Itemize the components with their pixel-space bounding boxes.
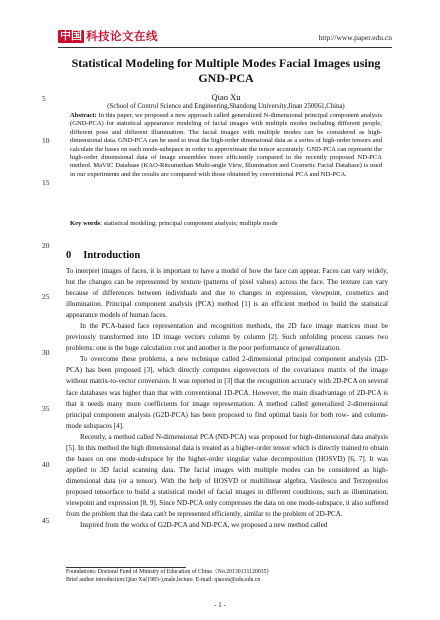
logo-mark: 中国	[60, 30, 82, 42]
line-number: 35	[42, 404, 50, 413]
footnote-divider	[66, 567, 186, 568]
paragraph: Inspired from the works of G2D-PCA and ND-PCA, we proposed a new method called	[80, 521, 328, 530]
page-header	[58, 28, 392, 48]
paper-title: Statistical Modeling for Multiple Modes Facial Images using GND-PCA	[71, 56, 381, 85]
logo-text: 科技论文在线	[86, 29, 158, 43]
section-heading	[66, 250, 140, 261]
footnote-author: Brief author introduction:Qiao Xu(1983-),male,lecture. E-mail: qiaoxu@sdu.edu.cn	[66, 576, 261, 583]
footnotes	[66, 569, 388, 584]
header-divider	[58, 47, 392, 48]
site-url[interactable]: http://www.paper.edu.cn	[318, 33, 392, 42]
line-number: 5	[42, 94, 46, 103]
paragraph: To interpret images of faces, it is important to have a model of how the face can appear. Faces can vary widely, but the changes can be represented by texture (patterns of pixel values) across the face. The texture can vary because of differences between individuals and due to changes in expression, viewpoint, cosmetics and illumination. Principal component analysis (PCA) method [1] is an efficient method to build the statistical appearance models of human faces.	[66, 267, 388, 320]
section-title: Introduction	[83, 250, 141, 261]
keywords-text: : statistical modeling; principal component analysis; multiple mode	[100, 220, 278, 227]
line-number: 10	[42, 136, 50, 145]
abstract	[70, 112, 382, 179]
page-number: - 1 -	[214, 601, 226, 609]
line-number: 40	[42, 460, 50, 469]
line-number: 45	[42, 516, 50, 525]
footnote-foundations: Foundations: Doctoral Fund of Ministry of Education of China（No.20130131120035)	[66, 569, 269, 575]
author-affiliation: (School of Control Science and Engineering,Shandong University,Jinan 250061,China)	[107, 103, 345, 110]
body-text	[66, 266, 388, 531]
keywords-label: Key words	[70, 220, 101, 227]
paragraph: To overcome these problems, a new technique called 2-dimensional principal component analysis (2D-PCA) has been proposed [3], which directly computes eigenvectors of the covariance matrix of the image without matrix-to-vector conversion. It was reported in [3] that the recognition accuracy with 2D-PCA on several face databases was higher than that with conventional 1D-PCA. However, the main disadvantage of 2D-PCA is that it needs many more coefficients for image representation. A method called generalized 2-dimensional principal component analysis (G2D-PCA) has been proposed to find optimal basis for both row- and column-mode subspaces [4].	[66, 355, 388, 430]
line-number: 25	[42, 292, 50, 301]
keywords	[70, 220, 382, 228]
abstract-text: In this paper, we proposed a new approach called generalized N-dimensional principal component analysis (GND-PCA) for statistical appearance modeling of facial images with multiple modes including different people, different pose and different illumination. The facial images with multiple modes can be considered as high-dimensional data. GND-PCA can be used to treat the high-order dimensional data as a series of high-order tensors and calculate the bases on each mode-subspace in order to approximate the tensor accurately. GND-PCA can represent the high-order dimensional data of image ensembles more efficiently compared to the recently proposed ND-PCA method. MaVIC Database (KAO-Ritsumeikan Multi-angle View, Illumination and Cosmetic Facial Database) is used in our experiments and the results are compared with those obtained by conventional PCA and ND-PCA.	[70, 112, 383, 178]
paragraph: In the PCA-based face representation and recognition methods, the 2D face image matrices must be previously transformed into 1D image vectors column by column [2]. Such unfolding process causes two problems: one is the huge calculation cost and another is the poor performance of generalization.	[66, 322, 388, 353]
line-number: 20	[42, 241, 50, 250]
line-number: 15	[42, 178, 50, 187]
author-name: Qiao Xu	[211, 92, 241, 102]
line-number: 30	[42, 348, 50, 357]
paragraph: Recently, a method called N-dimensional PCA (ND-PCA) was proposed for high-dimensional data analysis [5]. In this method the high dimensional data is treated as a higher-order tensor which is directly trained to obtain the bases on one mode-subspace by the higher-order singular value decomposition (HOSVD) [6, 7]. It was applied to 3D facial scanning data. The facial images with multiple modes can be considered as high-dimensional data (or a tensor). With the help of HOSVD or multilinear algebra, Vasilescu and Terzopoulos proposed tensorface to build a statistical model of facial images in different conditions, such as illumination, viewpoint and expression [8, 9]. Since ND-PCA only compresses the data on one mode-subspace, it also suffered from the problem that the data can't be represented efficiently, similar to the problem of 2D-PCA.	[66, 432, 388, 519]
site-logo[interactable]	[58, 30, 158, 43]
abstract-label: Abstract:	[70, 112, 97, 119]
section-number: 0	[66, 250, 72, 261]
